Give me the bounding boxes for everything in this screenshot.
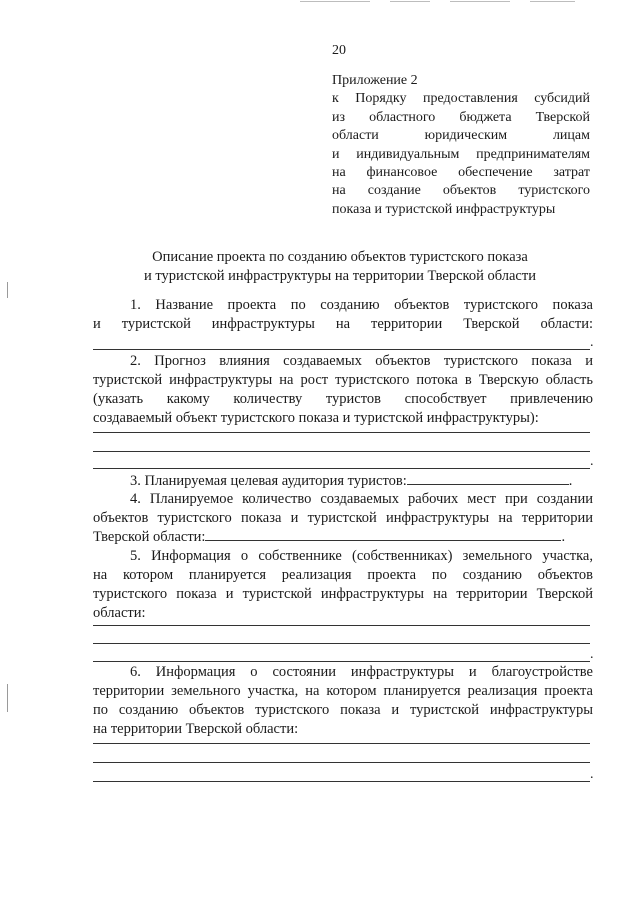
item-5 <box>93 547 593 623</box>
item-6-line: по созданию объектов туристского показа и туристской инфраструктуры <box>93 702 593 718</box>
item-3-label: 3. Планируемая целевая аудитория туристов: <box>130 473 407 489</box>
item-6-line: на территории Тверской области: <box>93 721 299 737</box>
appendix-line: к Порядку предоставления субсидий <box>332 91 590 107</box>
item-6-fill-line[interactable] <box>93 762 590 763</box>
item-4-line: 4. Планируемое количество создаваемых рабочих мест при создании <box>130 491 593 507</box>
appendix-header <box>332 72 590 219</box>
item-2-line: создаваемый объект туристского показа и туристской инфраструктуры): <box>93 410 539 426</box>
item-2-line: 2. Прогноз влияния создаваемых объектов туристского показа и <box>130 353 593 369</box>
appendix-line: на создание объектов туристского <box>332 183 590 199</box>
item-4-line <box>93 528 593 547</box>
item-4-line: объектов туристского показа и туристской инфраструктуры на территории <box>93 510 593 526</box>
item-6 <box>93 663 593 739</box>
scan-top-marks <box>300 0 580 4</box>
item-5-period: . <box>590 647 594 662</box>
item-2-line: (указать какому количеству туристов способствует привлечению <box>93 391 593 407</box>
appendix-line: и индивидуальным предпринимателям <box>332 146 590 162</box>
item-2-fill-line[interactable] <box>93 451 590 452</box>
title-line: Описание проекта по созданию объектов туристского показа <box>152 249 528 265</box>
item-1-fill-line[interactable] <box>93 349 590 350</box>
item-5-fill-line[interactable] <box>93 661 590 662</box>
item-3-period: . <box>568 473 573 489</box>
scan-edge-mark <box>7 684 8 712</box>
page-number: 20 <box>332 43 346 58</box>
appendix-line: Приложение 2 <box>332 73 418 88</box>
item-2-fill-line[interactable] <box>93 468 590 469</box>
item-4-label: Тверской области: <box>93 529 206 545</box>
item-6-fill-line[interactable] <box>93 781 590 782</box>
item-4 <box>93 490 593 547</box>
item-5-line: области: <box>93 605 146 621</box>
item-5-line: на котором планируется реализация проекта по созданию объектов <box>93 567 593 583</box>
item-2 <box>93 352 593 428</box>
item-1 <box>93 296 593 334</box>
item-4-period: . <box>561 529 566 545</box>
item-2-fill-line[interactable] <box>93 432 590 433</box>
item-6-line: 6. Информация о состоянии инфраструктуры и благоустройстве <box>130 664 593 680</box>
item-3-fill-line[interactable] <box>407 472 569 485</box>
item-2-period: . <box>590 454 594 469</box>
item-5-fill-line[interactable] <box>93 643 590 644</box>
appendix-line: показа и туристской инфраструктуры <box>332 201 556 217</box>
appendix-line: из областного бюджета Тверской <box>332 109 590 125</box>
scan-edge-mark <box>7 282 8 298</box>
item-6-period: . <box>590 767 594 782</box>
item-5-line: туристского показа и туристской инфраструктуры на территории Тверской <box>93 586 593 602</box>
item-1-line: и туристской инфраструктуры на территории Тверской области: <box>93 316 593 332</box>
title-line: и туристской инфраструктуры на территории Тверской области <box>144 267 536 284</box>
appendix-line: на финансовое обеспечение затрат <box>332 165 590 181</box>
item-1-line: 1. Название проекта по созданию объектов туристского показа <box>130 297 593 313</box>
item-5-line: 5. Информация о собственнике (собственниках) земельного участка, <box>130 548 593 564</box>
item-4-fill-line[interactable] <box>205 528 561 541</box>
appendix-line: области юридическим лицам <box>332 128 590 144</box>
item-3 <box>93 472 593 491</box>
item-5-fill-line[interactable] <box>93 625 590 626</box>
document-title <box>90 248 590 285</box>
item-6-fill-line[interactable] <box>93 743 590 744</box>
item-3-line <box>93 472 593 491</box>
item-1-period: . <box>590 335 594 350</box>
item-6-line: территории земельного участка, на котором планируется реализация проекта <box>93 683 593 699</box>
item-2-line: туристской инфраструктуры на рост туристского потока в Тверскую область <box>93 372 593 388</box>
